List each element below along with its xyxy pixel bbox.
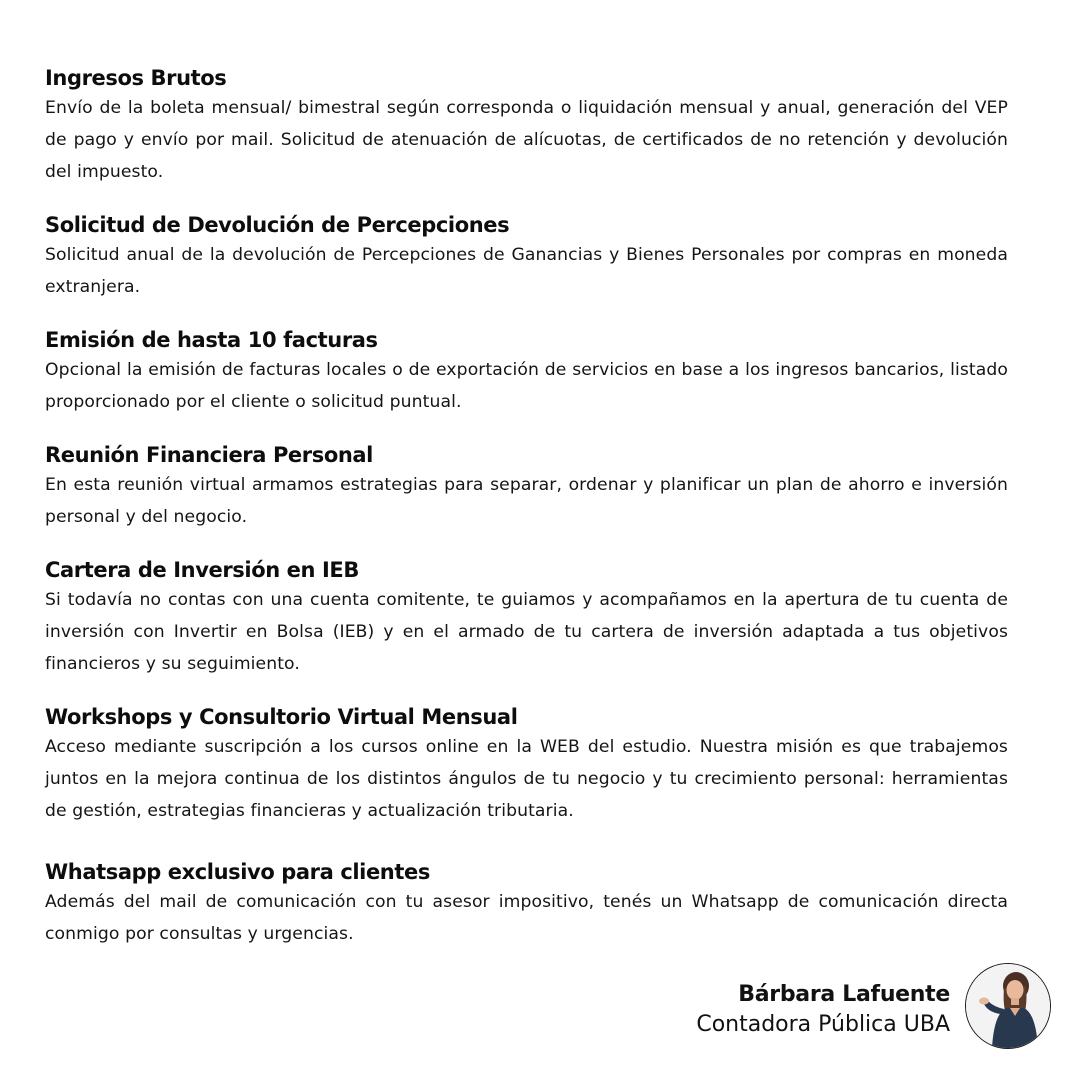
section-emision-facturas (45, 326, 1008, 418)
section-reunion-financiera (45, 441, 1008, 533)
section-cartera-inversion (45, 556, 1008, 680)
avatar-illustration (966, 964, 1050, 1048)
section-body: Solicitud anual de la devolución de Percepciones de Ganancias y Bienes Personales por compras en moneda extranjera. (45, 245, 1008, 297)
section-body: Opcional la emisión de facturas locales o de exportación de servicios en base a los ingresos bancarios, listado proporcionado por el cliente o solicitud puntual. (45, 360, 1008, 412)
section-body: En esta reunión virtual armamos estrategias para separar, ordenar y planificar un plan de ahorro e inversión personal y del negocio. (45, 475, 1008, 527)
section-title: Whatsapp exclusivo para clientes (45, 860, 430, 884)
section-title: Reunión Financiera Personal (45, 443, 373, 467)
section-title: Cartera de Inversión en IEB (45, 558, 359, 582)
signature-name: Bárbara Lafuente (738, 982, 950, 1007)
section-devolucion-percepciones (45, 211, 1008, 303)
section-whatsapp (45, 858, 1008, 950)
section-title: Solicitud de Devolución de Percepciones (45, 213, 510, 237)
section-title: Emisión de hasta 10 facturas (45, 328, 378, 352)
section-body: Además del mail de comunicación con tu asesor impositivo, tenés un Whatsapp de comunicación directa conmigo por consultas y urgencias. (45, 892, 1008, 944)
signature-role: Contadora Pública UBA (696, 1012, 950, 1037)
signature-block (696, 980, 950, 1040)
person-photo-icon (965, 963, 1051, 1049)
section-body: Envío de la boleta mensual/ bimestral según corresponda o liquidación mensual y anual, generación del VEP de pago y envío por mail. Solicitud de atenuación de alícuotas, de certificados de no retención y devolución del impuesto. (45, 98, 1008, 182)
section-title: Ingresos Brutos (45, 66, 227, 90)
section-body: Acceso mediante suscripción a los cursos online en la WEB del estudio. Nuestra misión es que trabajemos juntos en la mejora continua de los distintos ángulos de tu negocio y tu crecimiento personal: herramientas de gestión, estrategias financieras y actualización tributaria. (45, 737, 1008, 821)
section-ingresos-brutos (45, 64, 1008, 188)
section-body: Si todavía no contas con una cuenta comitente, te guiamos y acompañamos en la apertura de tu cuenta de inversión con Invertir en Bolsa (IEB) y en el armado de tu cartera de inversión adaptada a tus objetivos financieros y su seguimiento. (45, 590, 1008, 674)
section-title: Workshops y Consultorio Virtual Mensual (45, 705, 518, 729)
section-workshops (45, 703, 1008, 827)
